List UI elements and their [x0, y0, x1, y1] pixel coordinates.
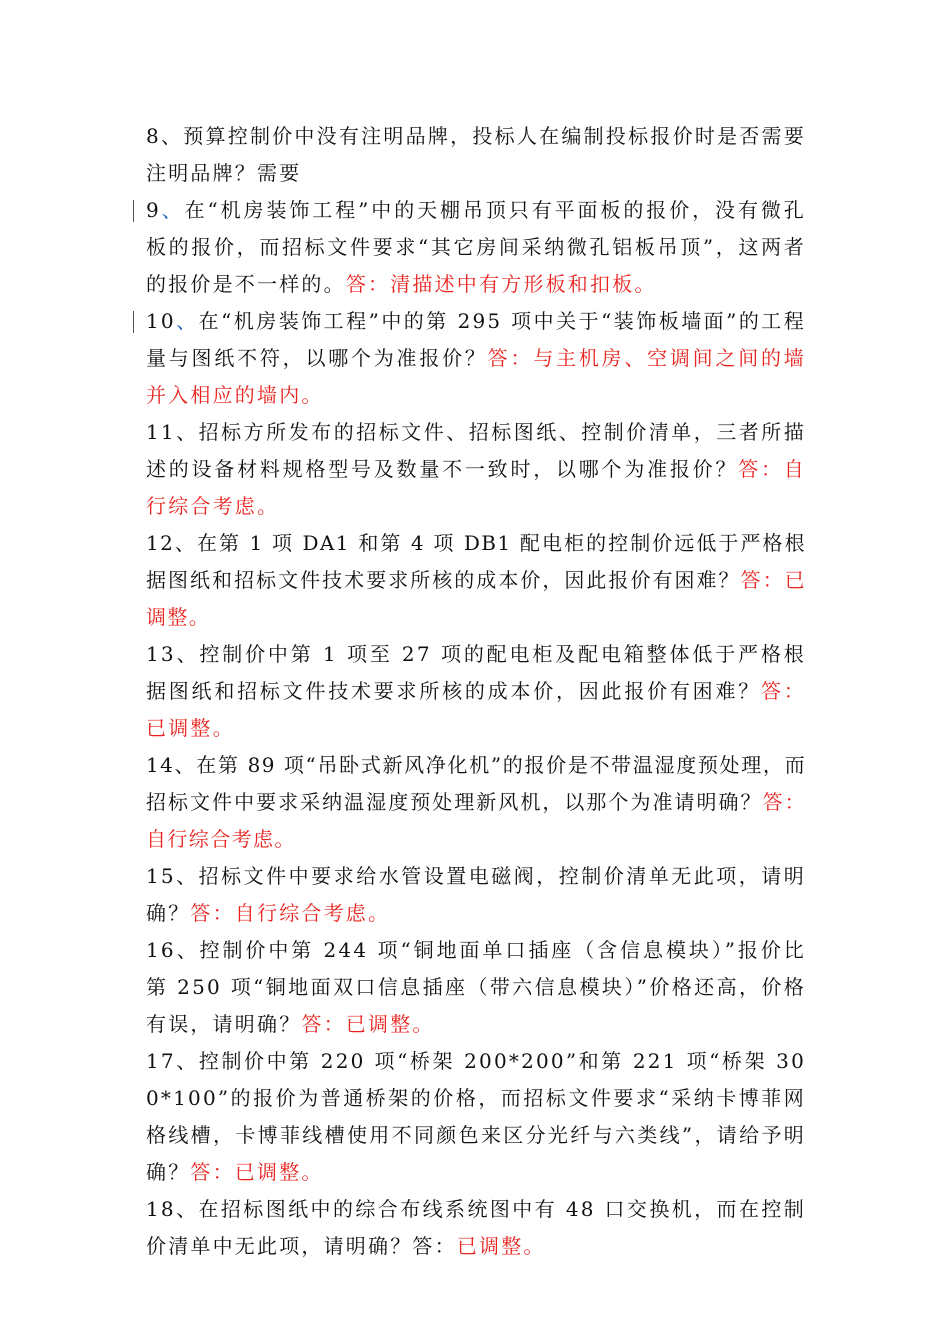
- question-text: 14、在第 89 项“吊卧式新风净化机”的报价是不带温湿度预处理，而招标文件中要求采纳温湿度预处理新风机，以那个为准请明确？: [146, 753, 806, 814]
- answer-text: 答：自行综合考虑。: [146, 457, 806, 518]
- answer-text: 答：已调整。: [190, 1160, 324, 1184]
- item-8: [146, 118, 806, 192]
- document-body: [146, 118, 806, 1265]
- question-text: 12、在第 1 项 DA1 和第 4 项 DB1 配电柜的控制价远低于严格根据图纸和招标文件技术要求所核的成本价，因此报价有困难？: [146, 531, 806, 592]
- question-text: 17、控制价中第 220 项“桥架 200*200”和第 221 项“桥架 300*100”的报价为普通桥架的价格，而招标文件要求“采纳卡博菲网格线槽，卡博菲线槽使用不同颜色来区分光纤与六类线”，请给予明确？: [146, 1049, 806, 1184]
- question-text: 11、招标方所发布的招标文件、招标图纸、控制价清单，三者所描述的设备材料规格型号及数量不一致时，以哪个为准报价？: [146, 420, 806, 481]
- item-10: [146, 303, 806, 414]
- revision-bar: [133, 311, 134, 333]
- item-13: [146, 636, 806, 747]
- answer-text: 答：已调整。: [146, 679, 806, 740]
- answer-text: 答：自行综合考虑。: [190, 901, 391, 925]
- item-11: [146, 414, 806, 525]
- revision-bar: [133, 200, 134, 222]
- answer-text: 答：自行综合考虑。: [146, 790, 806, 851]
- question-text: 13、控制价中第 1 项至 27 项的配电柜及配电箱整体低于严格根据图纸和招标文件技术要求所核的成本价，因此报价有困难？: [146, 642, 806, 703]
- item-17: [146, 1043, 806, 1191]
- answer-text: 答：已调整。: [301, 1012, 435, 1036]
- item-number: 10: [146, 309, 176, 333]
- number-separator: 、: [160, 198, 185, 222]
- answer-text: 已调整。: [456, 1234, 546, 1258]
- item-12: [146, 525, 806, 636]
- question-text: 18、在招标图纸中的综合布线系统图中有 48 口交换机，而在控制价清单中无此项，请明确？答：: [146, 1197, 806, 1258]
- answer-text: 答：清描述中有方形板和扣板。: [345, 272, 657, 296]
- item-14: [146, 747, 806, 858]
- item-number: 9: [146, 198, 161, 222]
- question-text: 8、预算控制价中没有注明品牌，投标人在编制投标报价时是否需要注明品牌？需要: [146, 124, 806, 185]
- question-text: 15、招标文件中要求给水管设置电磁阀，控制价清单无此项，请明确？: [146, 864, 806, 925]
- item-9: [146, 192, 806, 303]
- answer-text: 答：与主机房、空调间之间的墙并入相应的墙内。: [146, 346, 806, 407]
- question-text: 16、控制价中第 244 项“铜地面单口插座（含信息模块）”报价比第 250 项“铜地面双口信息插座（带六信息模块）”价格还高，价格有误，请明确？: [146, 938, 806, 1036]
- answer-text: 答：已调整。: [146, 568, 806, 629]
- number-separator: 、: [175, 309, 199, 333]
- item-16: [146, 932, 806, 1043]
- question-text: 在“机房装饰工程”中的天棚吊顶只有平面板的报价，没有微孔板的报价，而招标文件要求“其它房间采纳微孔铝板吊顶”，这两者的报价是不一样的。: [146, 198, 806, 296]
- item-15: [146, 858, 806, 932]
- question-text: 在“机房装饰工程”中的第 295 项中关于“装饰板墙面”的工程量与图纸不符，以哪个为准报价？: [146, 309, 806, 370]
- item-18: [146, 1191, 806, 1265]
